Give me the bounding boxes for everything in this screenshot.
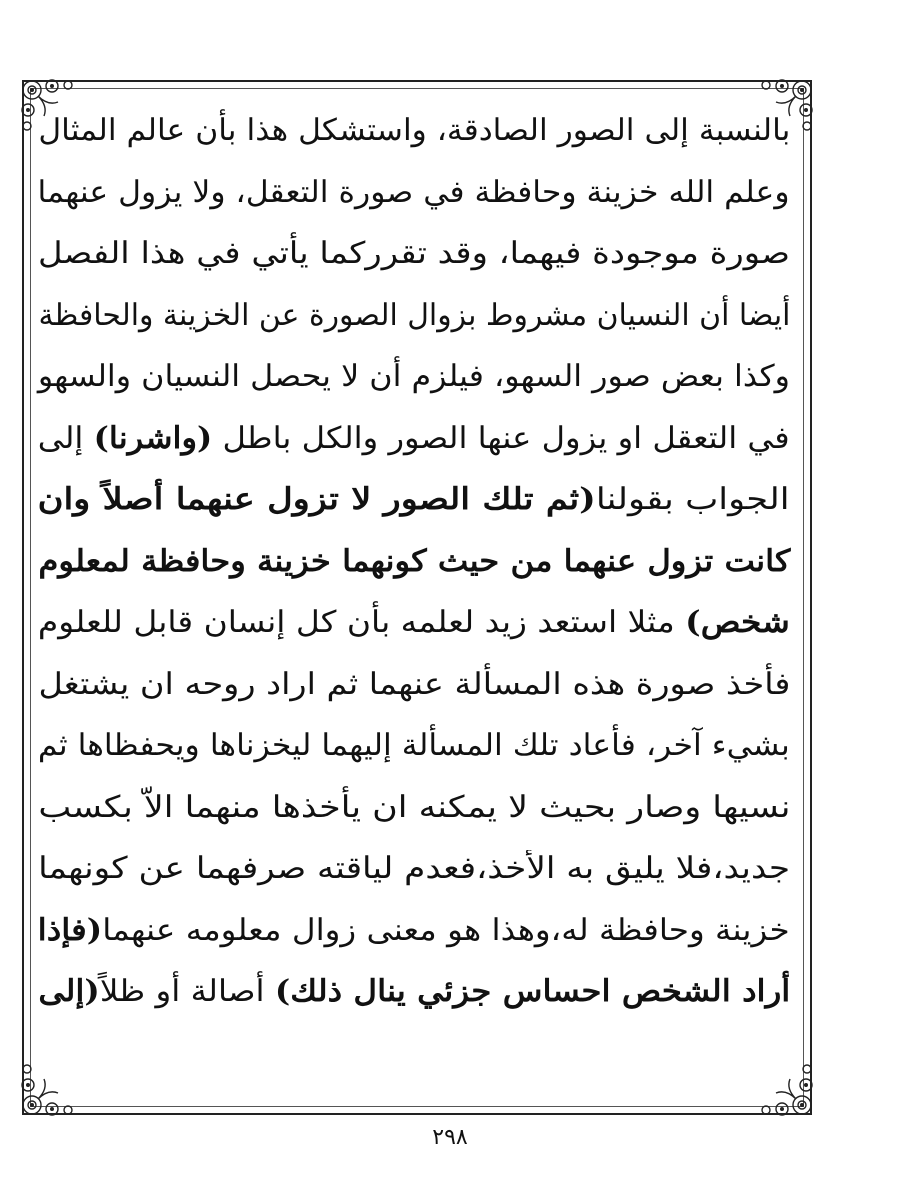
text-line-content (38, 838, 790, 900)
text-line (38, 223, 790, 285)
text-line-content (38, 900, 790, 962)
bold-text-segment: أراد الشخص احساس جزئي ينال ذلك) (274, 974, 790, 1009)
page-number: ٢٩٨ (432, 1125, 468, 1150)
text-line-content (38, 100, 790, 162)
text-segment: جديد،فلا يليق به الأخذ،فعدم لياقته صرفهما عن كونهما (38, 851, 790, 886)
text-line-content (38, 162, 790, 224)
text-segment: فأخذ صورة هذه المسألة عنهما ثم اراد روحه ان يشتغل (38, 666, 790, 702)
text-line-content (38, 592, 790, 654)
corner-ornament-icon (18, 1049, 88, 1119)
text-line (38, 592, 790, 654)
text-line-content (38, 777, 790, 839)
text-line (38, 838, 790, 900)
text-line-content (38, 408, 790, 470)
text-line (38, 961, 790, 1023)
text-line (38, 777, 790, 839)
text-line (38, 469, 790, 531)
text-segment: خزينة وحافظة له،وهذا هو معنى زوال معلومه عنهما (102, 912, 791, 948)
bold-text-segment: (إلى (37, 974, 100, 1009)
text-line-content (38, 715, 790, 777)
text-line (38, 900, 790, 962)
text-segment: صورة موجودة فيهما، وقد تقرركما يأتي في هذا الفصل (38, 236, 790, 271)
text-segment: بالنسبة إلى الصور الصادقة، واستشكل هذا بأن عالم المثال (38, 113, 790, 148)
text-line-content (38, 654, 790, 716)
text-segment: وعلم الله خزينة وحافظة في صورة التعقل، ولا يزول عنهما (38, 174, 790, 210)
text-segment: مثلا استعد زيد لعلمه بأن كل إنسان قابل للعلوم (38, 605, 686, 640)
bold-text-segment: شخص) (685, 605, 790, 640)
text-segment: وكذا بعض صور السهو، فيلزم أن لا يحصل النسيان والسهو (38, 359, 790, 394)
text-line-content (38, 469, 790, 531)
text-line-content (38, 285, 790, 347)
text-line (38, 100, 790, 162)
page-body-text (38, 100, 790, 1023)
text-line-content (38, 346, 790, 408)
text-segment: نسيها وصار بحيث لا يمكنه ان يأخذها منهما الاّ بكسب (38, 789, 790, 825)
text-line-content (38, 961, 790, 1023)
text-line (38, 531, 790, 593)
bold-text-segment: كانت تزول عنهما من حيث كونهما خزينة وحافظة لمعلوم (38, 543, 790, 579)
text-line (38, 162, 790, 224)
text-line (38, 346, 790, 408)
text-line (38, 408, 790, 470)
text-segment: إلى (38, 420, 94, 456)
text-line (38, 285, 790, 347)
text-segment: أصالة أو ظلاً (99, 974, 275, 1009)
bold-text-segment: (فإذا (37, 912, 103, 948)
bold-text-segment: (واشرنا) (93, 420, 213, 456)
text-line-content (38, 531, 790, 593)
text-line (38, 654, 790, 716)
bold-text-segment: (ثم تلك الصور لا تزول عنهما أصلاً وان (38, 482, 597, 517)
text-line (38, 715, 790, 777)
corner-ornament-icon (746, 1049, 816, 1119)
text-segment: في التعقل او يزول عنها الصور والكل باطل (212, 420, 790, 456)
text-segment: بشيء آخر، فأعاد تلك المسألة إليهما ليخزناها ويحفظاها ثم (38, 728, 790, 763)
text-segment: أيضا أن النسيان مشروط بزوال الصورة عن الخزينة والحافظة (38, 297, 790, 333)
text-line-content (38, 223, 790, 285)
text-segment: الجواب بقولنا (596, 482, 790, 517)
